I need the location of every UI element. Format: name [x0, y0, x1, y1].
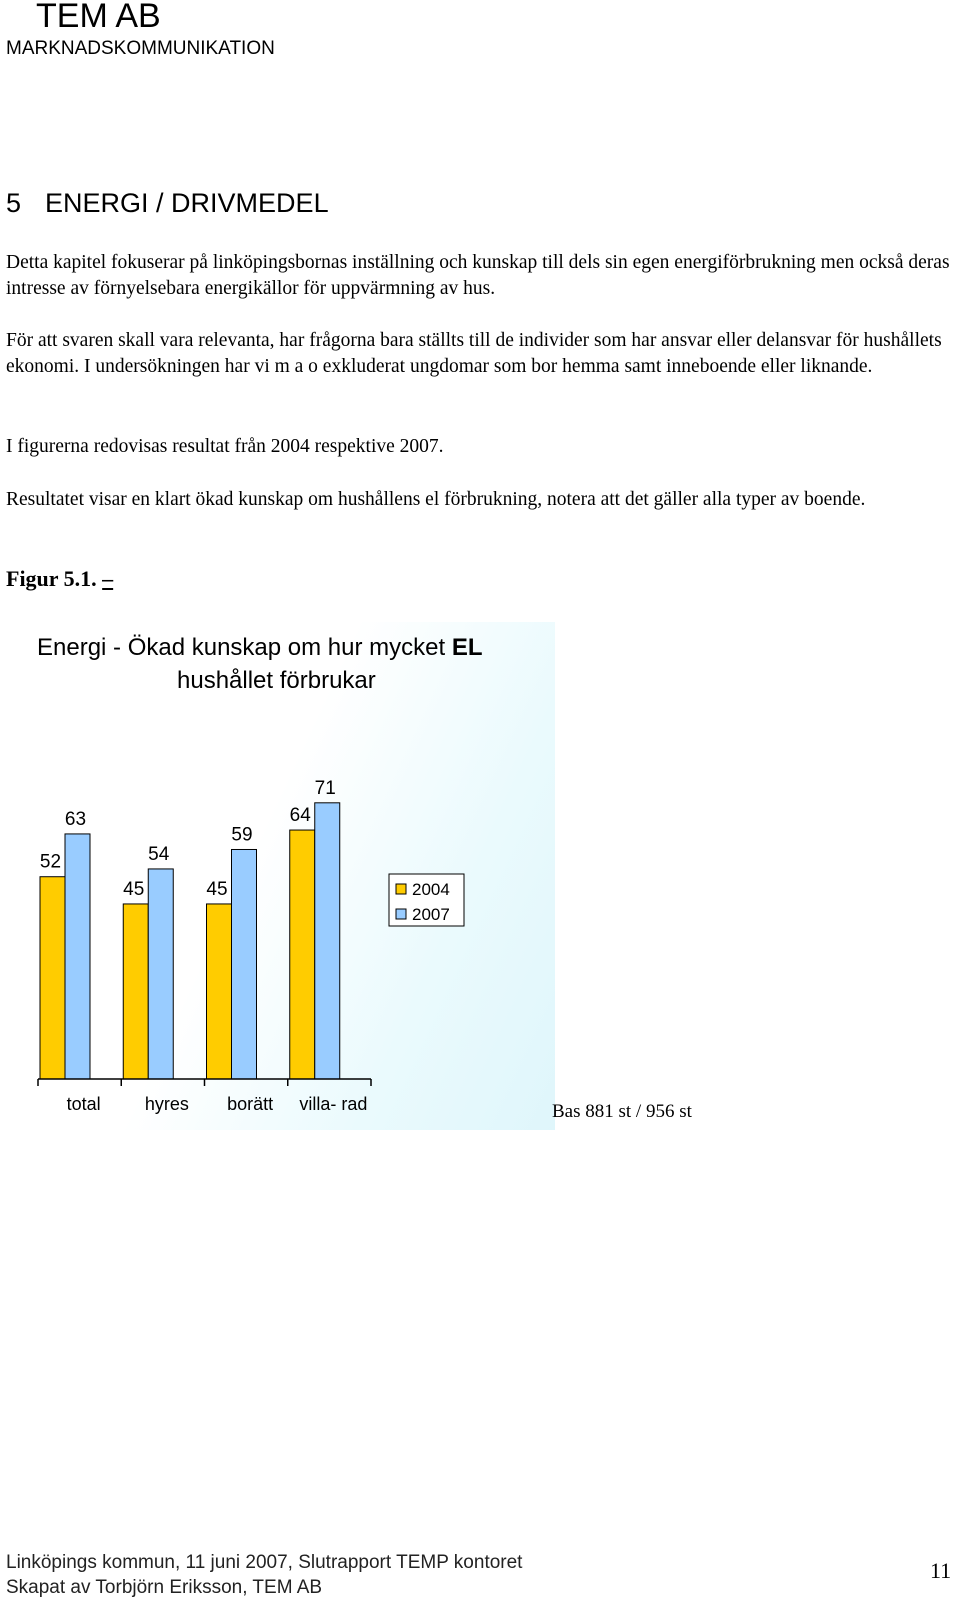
data-label-2007-3: 71: [314, 777, 336, 799]
category-label-0: total: [66, 1094, 101, 1114]
category-label-3: villa- rad: [299, 1094, 368, 1114]
data-label-2007-2: 59: [231, 824, 253, 846]
paragraph-intro: Detta kapitel fokuserar på linköpingsbornas inställning och kunskap till dels sin egen energiförbrukning men också deras intresse av förnyelsebara energikällor för uppvärmning av hus.: [6, 252, 950, 299]
company-name: TEM AB: [36, 0, 161, 35]
footer-line2: Skapat av Torbjörn Eriksson, TEM AB: [6, 1577, 323, 1598]
footer-line1: Linköpings kommun, 11 juni 2007, Slutrapport TEMP kontoret: [6, 1552, 523, 1573]
bar-2004-0: [40, 877, 65, 1079]
svg-text:Energi - Ökad kunskap om hur: [37, 634, 483, 661]
bar-2007-0: [65, 834, 90, 1079]
legend-swatch-2004: [396, 884, 406, 894]
bar-2004-3: [290, 830, 315, 1079]
legend-label-2007: 2007: [412, 905, 450, 924]
chart-title: [37, 634, 483, 694]
data-label-2004-1: 45: [123, 878, 145, 900]
chart-title-emphasis: EL: [451, 634, 483, 661]
department-name: MARKNADSKOMMUNIKATION: [6, 38, 275, 59]
legend-label-2004: 2004: [412, 880, 450, 899]
chart-title-line2: hushållet förbrukar: [177, 667, 376, 694]
figure-dash: –: [102, 566, 114, 591]
bar-2004-2: [207, 904, 232, 1079]
bar-2007-2: [232, 849, 257, 1079]
data-label-2004-2: 45: [206, 878, 228, 900]
legend-swatch-2007: [396, 909, 406, 919]
category-label-1: hyres: [144, 1094, 189, 1114]
category-label-2: borätt: [227, 1094, 274, 1114]
bar-2007-1: [148, 869, 173, 1079]
page-number: 11: [930, 1558, 952, 1583]
paragraph-years: I figurerna redovisas resultat från 2004 respektive 2007.: [6, 436, 444, 457]
bar-2004-1: [123, 904, 148, 1079]
data-label-2004-0: 52: [39, 851, 62, 873]
section-number: 5: [6, 188, 22, 218]
paragraph-result: Resultatet visar en klart ökad kunskap om hushållens el förbrukning, notera att det gäller alla typer av boende.: [6, 489, 866, 510]
data-label-2007-1: 54: [148, 843, 170, 865]
section-title: ENERGI / DRIVMEDEL: [45, 188, 329, 218]
paragraph-scope: För att svaren skall vara relevanta, har frågorna bara ställts till de individer som har ansvar eller delansvar för hushållets ekonomi. I undersökningen har vi m a o exkluderat ungdomar som bor hemma samt inneboende eller liknande.: [6, 330, 942, 377]
data-label-2007-0: 63: [64, 808, 87, 830]
chart-title-line1: Energi - Ökad kunskap om hur mycket: [37, 634, 452, 661]
bar-2007-3: [315, 803, 340, 1079]
base-note: Bas 881 st / 956 st: [552, 1101, 692, 1122]
data-label-2004-3: 64: [289, 805, 311, 827]
figure-label: Figur 5.1.: [6, 566, 97, 591]
